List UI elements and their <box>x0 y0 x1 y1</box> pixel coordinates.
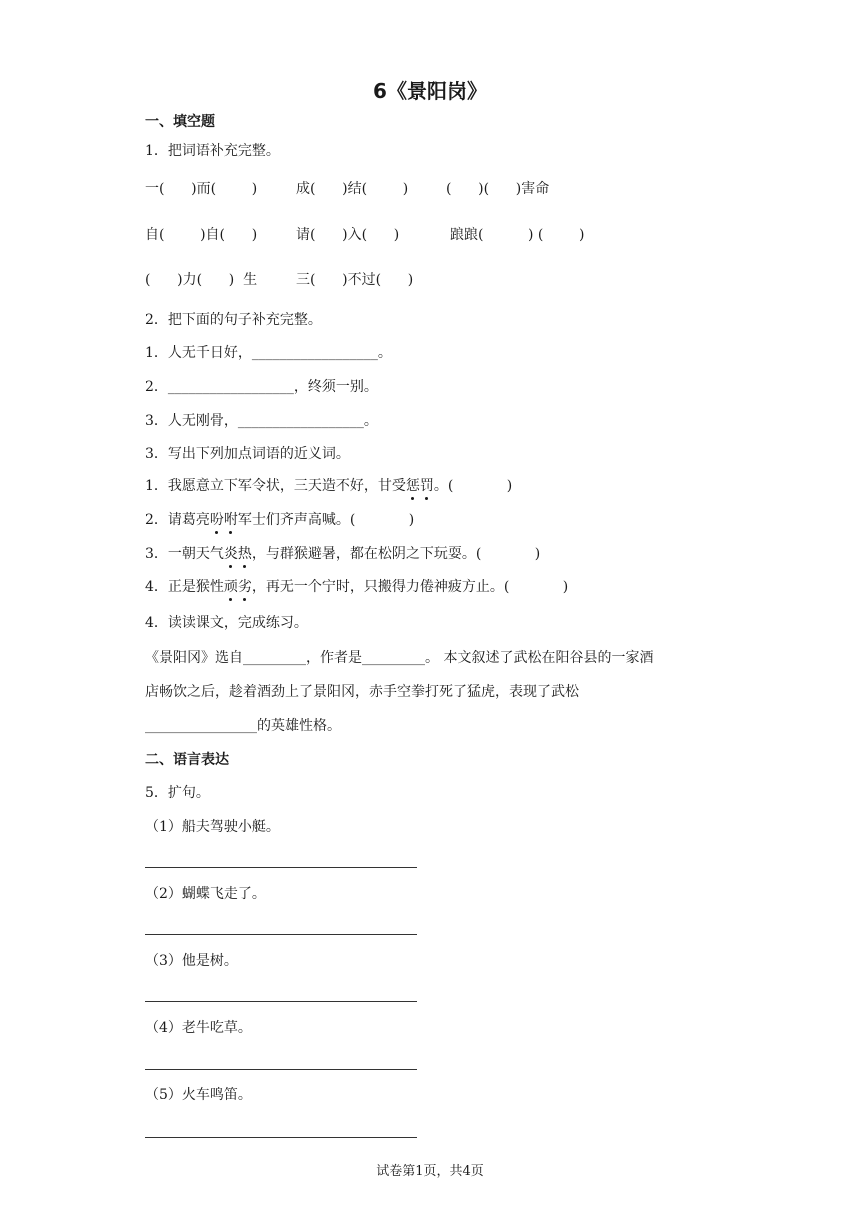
synonym-item-answer: 。( ) <box>433 478 513 494</box>
dotted-word <box>224 546 252 562</box>
idiom-blank: 三( )不过( ) <box>296 272 414 288</box>
dotted-word <box>406 478 434 494</box>
synonym-item-answer: ，再无一个宁时，只搬得力倦神疲方止。( ) <box>251 579 569 595</box>
synonym-item-text: 1．我愿意立下军令状，三天造不好，甘受 <box>145 478 406 494</box>
question-2-prompt: 2．把下面的句子补充完整。 <box>145 312 322 328</box>
dotted-char: 顽 <box>223 579 238 595</box>
sentence-item: 1．人无千日好，__________________。 <box>145 345 392 361</box>
synonym-item-text: 2．请葛亮 <box>145 512 210 528</box>
expand-sentence-item: （5）火车鸣笛。 <box>145 1087 252 1103</box>
dotted-char: 罚 <box>419 478 434 494</box>
synonym-item-answer: ，与群猴避暑，都在松阴之下玩耍。( ) <box>251 546 541 562</box>
idiom-blank: 请( )入( ) <box>296 227 400 243</box>
question-5-prompt: 5．扩句。 <box>145 785 210 801</box>
dotted-word <box>224 579 252 595</box>
question-3-prompt: 3．写出下列加点词语的近义词。 <box>145 446 350 462</box>
answer-line <box>145 934 417 935</box>
reading-paragraph-line: 《景阳冈》选自_________，作者是_________。 本文叙述了武松在阳谷县的一家酒 <box>145 650 654 666</box>
sentence-item: 2．__________________，终须一别。 <box>145 379 378 395</box>
synonym-item <box>145 476 512 496</box>
question-4-prompt: 4．读读课文，完成练习。 <box>145 615 308 631</box>
answer-line <box>145 1137 417 1138</box>
dotted-char: 炎 <box>223 546 238 562</box>
page-footer: 试卷第1页，共4页 <box>376 1164 484 1179</box>
dotted-char: 劣 <box>237 579 252 595</box>
synonym-item <box>145 544 540 564</box>
synonym-item-text: 3．一朝天气 <box>145 546 224 562</box>
answer-line <box>145 867 417 868</box>
dotted-char: 咐 <box>223 512 238 528</box>
expand-sentence-item: （2）蝴蝶飞走了。 <box>145 886 266 902</box>
synonym-item <box>145 577 568 597</box>
answer-line <box>145 1069 417 1070</box>
idiom-blank: 成( )结( ) <box>296 181 409 197</box>
reading-paragraph-line: ________________的英雄性格。 <box>145 718 341 734</box>
dotted-char: 惩 <box>405 478 420 494</box>
expand-sentence-item: （1）船夫驾驶小艇。 <box>145 819 280 835</box>
dotted-char: 热 <box>237 546 252 562</box>
idiom-blank: 一( )而( ) <box>145 181 258 197</box>
synonym-item-answer: 军士们齐声高喊。( ) <box>237 512 415 528</box>
answer-line <box>145 1001 417 1002</box>
section-heading-fill-blank: 一、填空题 <box>145 114 215 130</box>
idiom-blank: 自( )自( ) <box>145 227 258 243</box>
question-1-prompt: 1．把词语补充完整。 <box>145 143 280 159</box>
dotted-char: 吩 <box>209 512 224 528</box>
idiom-blank: ( )( )害命 <box>446 181 550 197</box>
page-title: 6《景阳岗》 <box>373 79 487 103</box>
expand-sentence-item: （3）他是树。 <box>145 953 238 969</box>
synonym-item-text: 4．正是猴性 <box>145 579 224 595</box>
synonym-item <box>145 510 414 530</box>
idiom-blank: 踉踉( ) ( ) <box>450 227 585 243</box>
expand-sentence-item: （4）老牛吃草。 <box>145 1020 252 1036</box>
sentence-item: 3．人无刚骨，__________________。 <box>145 413 378 429</box>
reading-paragraph-line: 店畅饮之后，趁着酒劲上了景阳冈，赤手空拳打死了猛虎，表现了武松 <box>145 684 579 700</box>
section-heading-expression: 二、语言表达 <box>145 752 229 768</box>
idiom-blank: ( )力( ) 生 <box>145 272 258 288</box>
dotted-word <box>210 512 238 528</box>
